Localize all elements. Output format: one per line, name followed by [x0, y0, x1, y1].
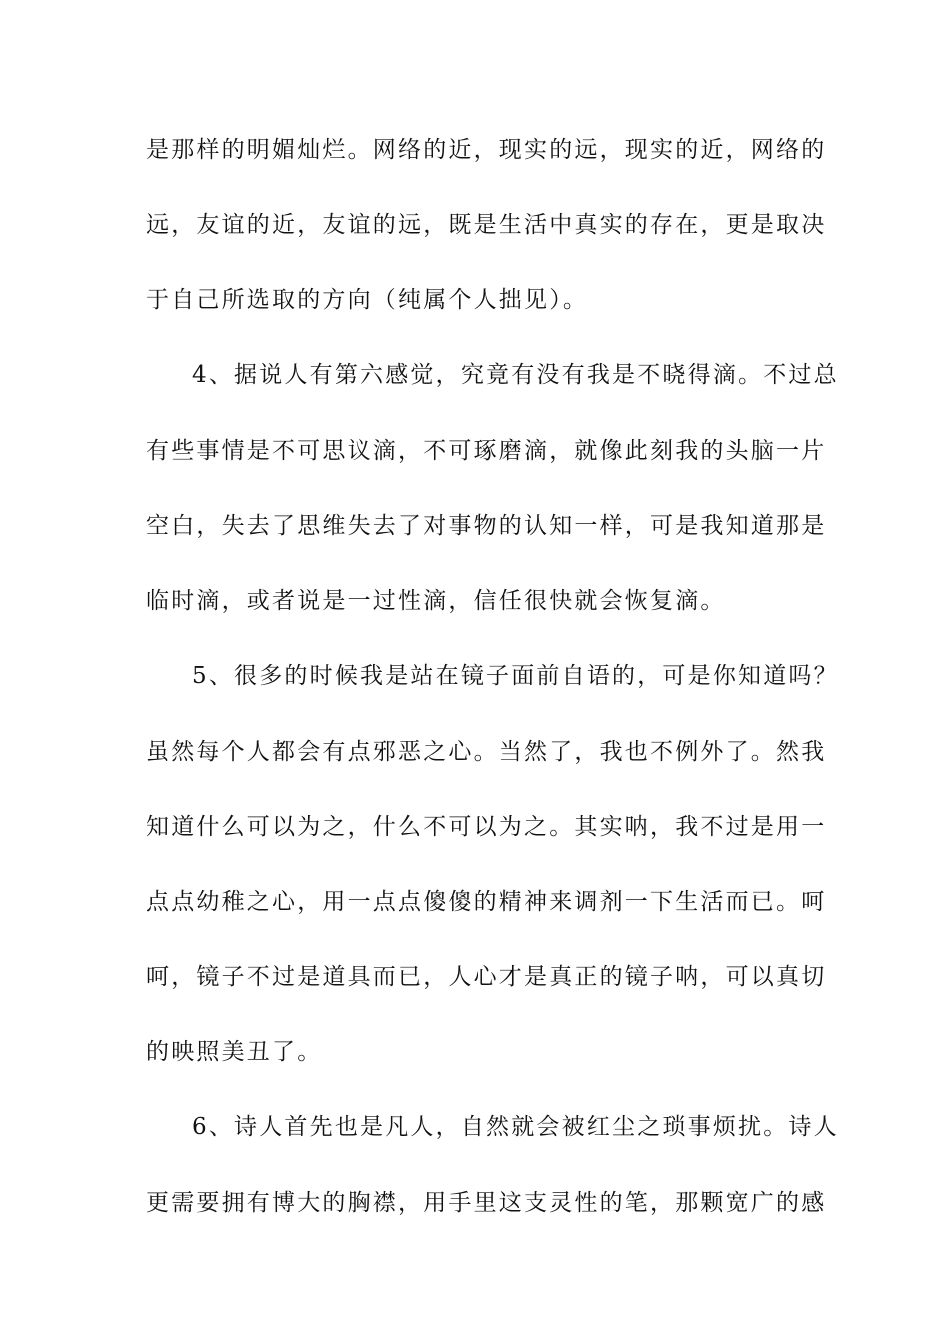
text-line: 空白，失去了思维失去了对事物的认知一样，可是我知道那是	[146, 513, 827, 539]
paragraph-5-start: 5、很多的时候我是站在镜子面前自语的，可是你知道吗？	[192, 663, 839, 689]
text-line: 有些事情是不可思议滴，不可琢磨滴，就像此刻我的头脑一片	[146, 438, 827, 464]
text-line: 知道什么可以为之，什么不可以为之。其实呐，我不过是用一	[146, 814, 827, 840]
text-line: 是那样的明媚灿烂。网络的近，现实的远，现实的近，网络的	[146, 137, 827, 163]
text-line: 的映照美丑了。	[146, 1039, 323, 1065]
text-line: 虽然每个人都会有点邪恶之心。当然了，我也不例外了。然我	[146, 739, 827, 765]
text-line: 临时滴，或者说是一过性滴，信任很快就会恢复滴。	[146, 588, 726, 614]
text-line: 于自己所选取的方向（纯属个人拙见）。	[146, 287, 589, 313]
text-line: 点点幼稚之心，用一点点傻傻的精神来调剂一下生活而已。呵	[146, 889, 827, 915]
text-line: 呵，镜子不过是道具而已，人心才是真正的镜子呐，可以真切	[146, 964, 827, 990]
paragraph-4-start: 4、据说人有第六感觉，究竟有没有我是不晓得滴。不过总	[192, 362, 839, 388]
paragraph-6-start: 6、诗人首先也是凡人，自然就会被红尘之琐事烦扰。诗人	[192, 1114, 839, 1140]
text-line: 更需要拥有博大的胸襟，用手里这支灵性的笔，那颗宽广的感	[146, 1190, 827, 1216]
text-line: 远，友谊的近，友谊的远，既是生活中真实的存在，更是取决	[146, 212, 827, 238]
